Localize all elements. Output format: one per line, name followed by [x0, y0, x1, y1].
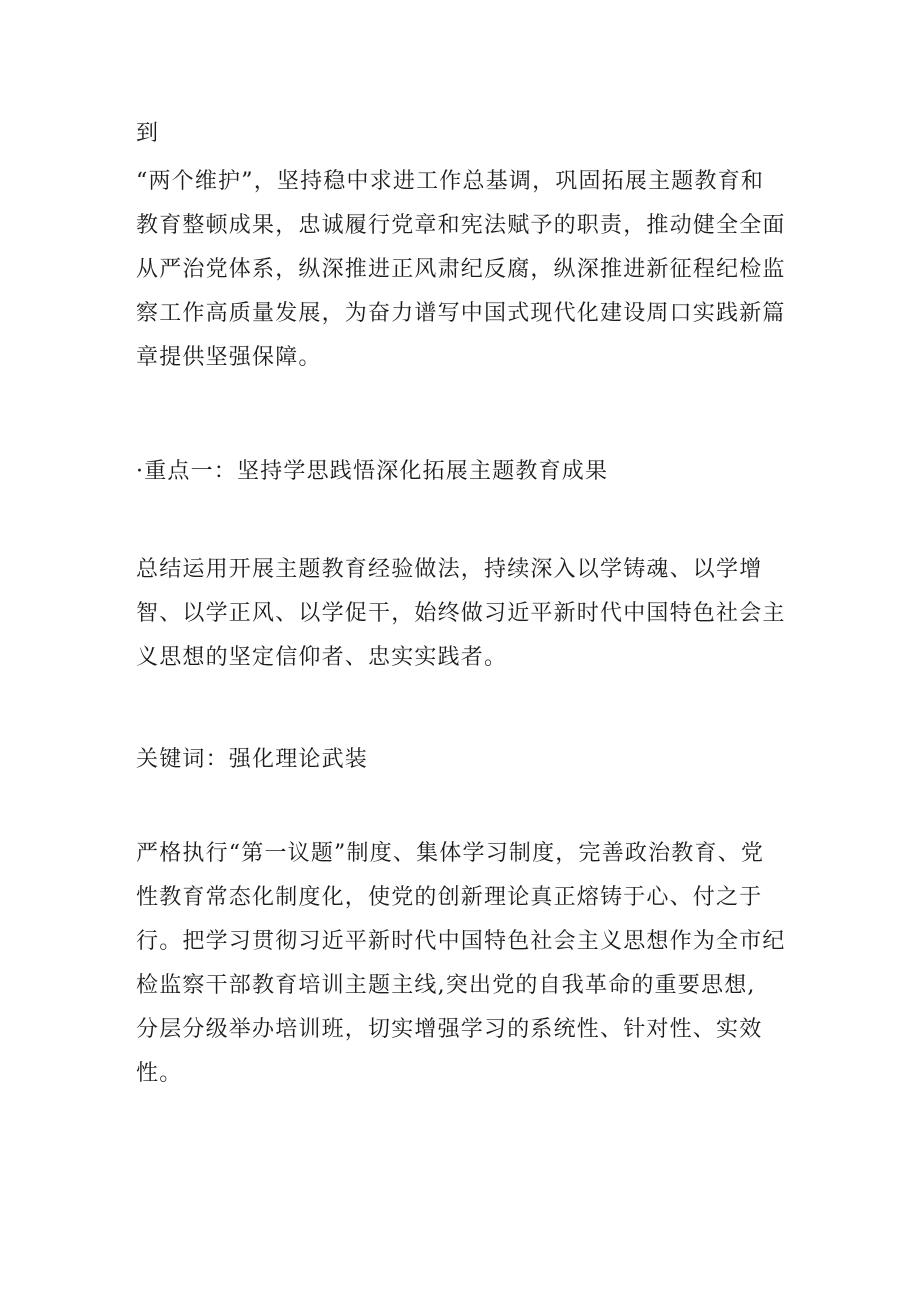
paragraph-fragment: 到	[136, 121, 160, 146]
keyword-heading: 关键词：强化理论武装	[136, 747, 369, 772]
keyword-paragraph: 严格执行“第一议题”制度、集体学习制度，完善政治教育、党 性教育常态化制度化，使党的创新理论真正熔铸于心、付之于 行。把学习贯彻习近平新时代中国特色社会主义思想作为全市纪 检监察干部教育培训主题主线,突出党的自我革命的重要思想, 分层分级举办培训班，切实增强学习的系统性、针对性、实效 性。	[136, 841, 786, 1086]
intro-paragraph: “两个维护”，坚持稳中求进工作总基调，巩固拓展主题教育和 教育整顿成果，忠诚履行党章和宪法赋予的职责，推动健全全面 从严治党体系，纵深推进正风肃纪反腐，纵深推进新征程纪检监 察工作高质量发展，为奋力谱写中国式现代化建设周口实践新篇 章提供坚强保障。	[136, 169, 786, 370]
section-paragraph: 总结运用开展主题教育经验做法，持续深入以学铸魂、以学增 智、以学正风、以学促干，始终做习近平新时代中国特色社会主 义思想的坚定信仰者、忠实实践者。	[136, 557, 786, 670]
section-heading: ·重点一：坚持学思践悟深化拓展主题教育成果	[136, 459, 609, 484]
